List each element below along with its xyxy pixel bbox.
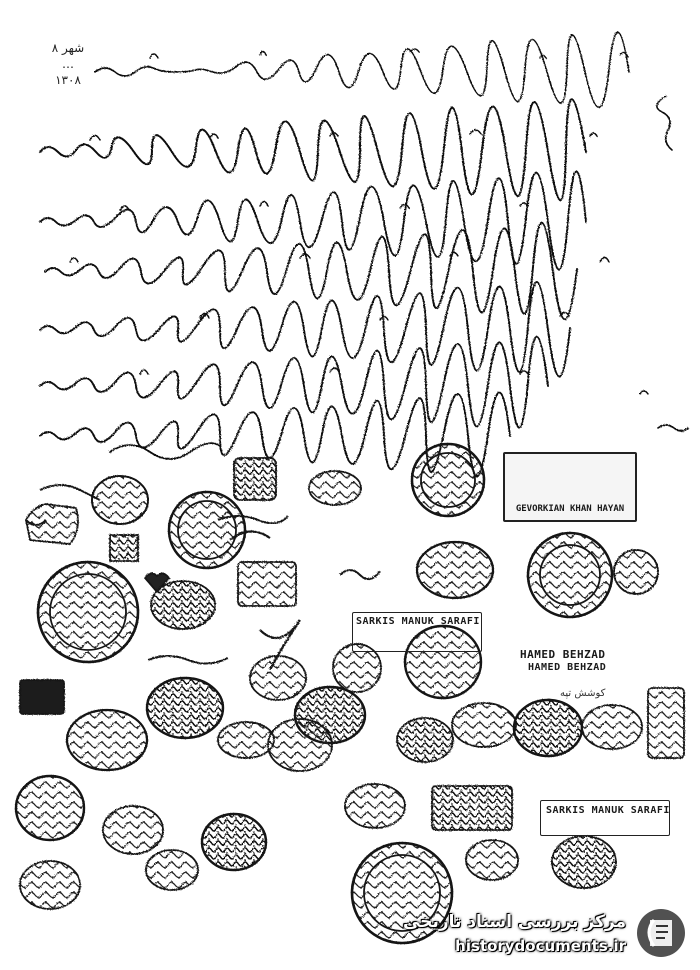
sarkis-stamp-label-lower: SARKIS MANUK SARAFI [546, 805, 670, 816]
date-day-month: ۸ شهر … [51, 41, 85, 71]
hamed-stamp-label-alt: HAMED BEHZAD [528, 662, 607, 673]
kushi-label: کوشش تپه [560, 688, 606, 699]
gevorkian-stamp [503, 452, 637, 522]
watermark-url: historydocuments.ir [455, 937, 626, 955]
gevorkian-stamp-text: GEVORKIAN KHAN HAYAN [515, 504, 625, 514]
watermark [388, 904, 688, 962]
date-year: ۱۳۰۸ [55, 73, 81, 87]
hamed-stamp-label: HAMED BEHZAD [520, 648, 606, 661]
document-date [48, 40, 88, 88]
archive-logo-icon [634, 906, 688, 960]
sarkis-stamp-label: SARKIS MANUK SARAFI [356, 616, 480, 627]
watermark-title: مرکز بررسی اسناد تاریخی [403, 912, 626, 932]
